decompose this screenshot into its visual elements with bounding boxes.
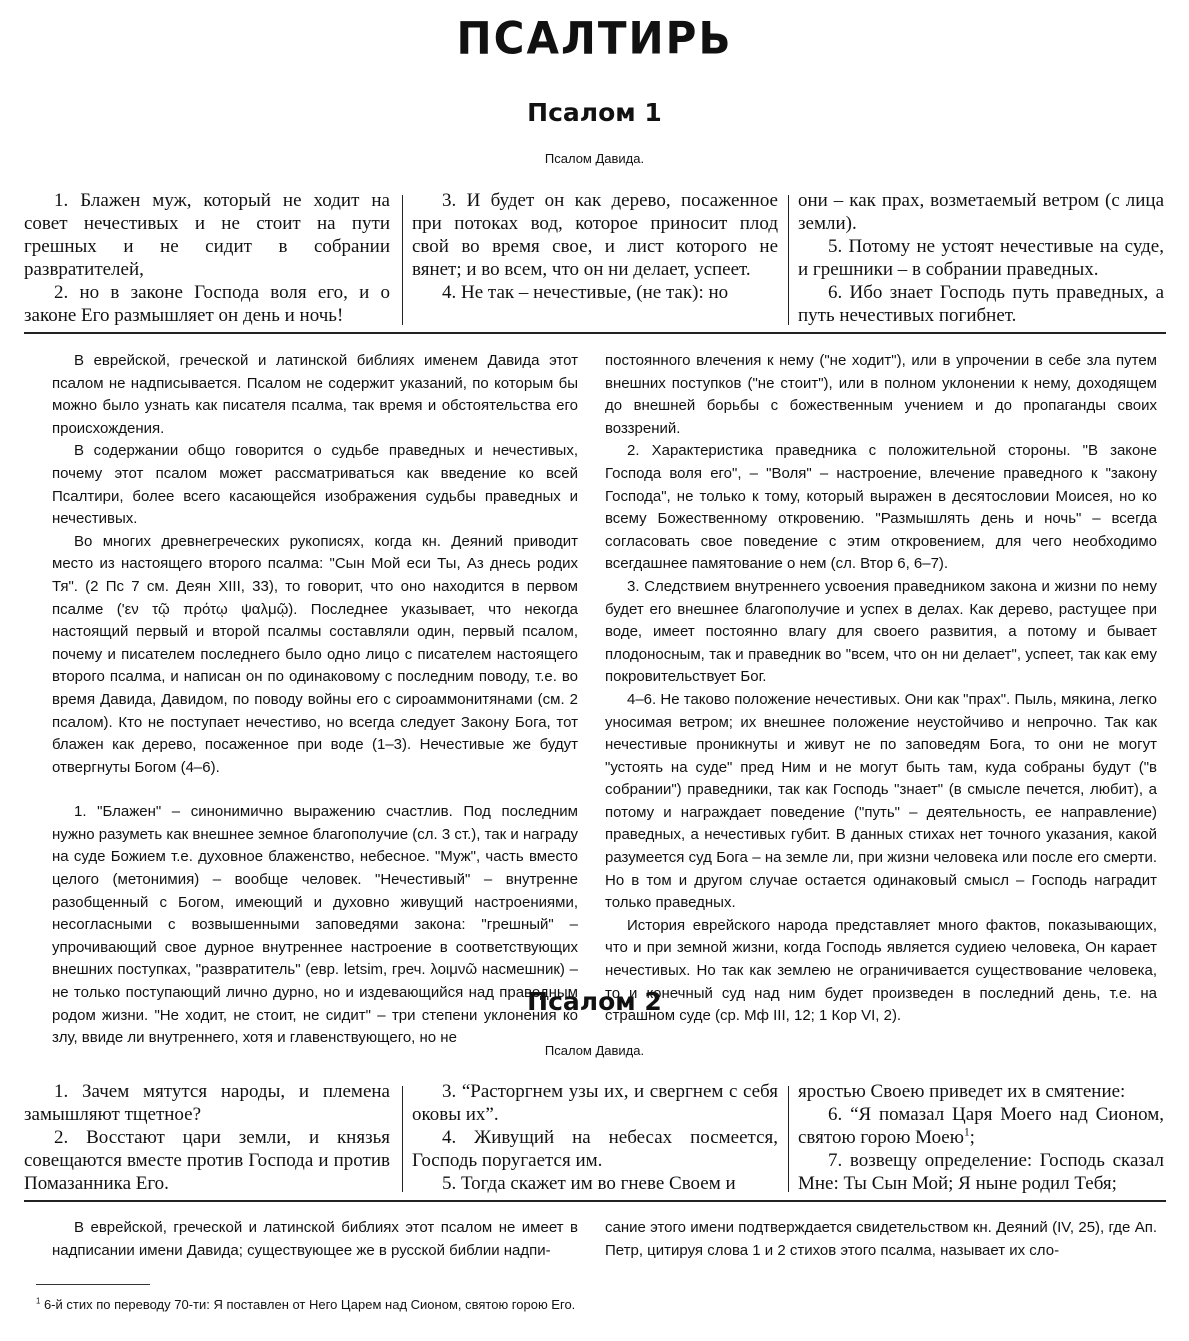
verse-column-3 xyxy=(798,189,1164,327)
commentary-paragraph: 1. "Блажен" – синонимично выражению счастлив. Под последним нужно разуметь как внешнее земное благополучие (сл. 3 ст.), так и награду на суде Божием т.е. духовное блаженство, небесное. "Муж", часть вместо целого (метонимия) – вообще человек. "Нечестивый" – внутренне разобщенный с Богом, имеющий и духовно живущий настроениями, несогласными с возвышенными заповедями закона: "грешный" – упрочивающий свое дурное внутреннее настроение в соответствующих внешних поступках, "развратитель" (евр. letsim, греч. λοιμνῶ насмешник) – не только поступающий лично дурно, но и издевающийся над праведным родом жизни. "Не ходит, не стоит, не сидит" – три степени уклонения ко злу, ввиде ли внутреннего, хотя и главенствующего, но не xyxy=(52,803,578,1047)
verse-paragraph: 7. возвещу определение: Господь сказал Мне: Ты Сын Мой; Я ныне родил Тебя; xyxy=(798,1150,1164,1194)
verse-paragraph: яростью Своею приведет их в смятение: xyxy=(798,1081,1126,1102)
psalm-1-superscription: Псалом Давида. xyxy=(544,151,645,166)
verse-text-tail: ; xyxy=(969,1127,975,1148)
section-rule xyxy=(24,1200,1166,1202)
verse-paragraph: 2. но в законе Господа воля его, и о законе Его размышляет он день и ночь! xyxy=(24,282,390,326)
psalm-2-heading: Псалом 2 xyxy=(527,987,662,1016)
footnote-marker: 1 xyxy=(963,1126,970,1139)
verse-column-2 xyxy=(412,1080,778,1195)
verse-paragraph: 4. Живущий на небесах посмеется, Господь поругается им. xyxy=(412,1127,778,1171)
psalm-1-verses xyxy=(24,189,1166,331)
verse-column-1 xyxy=(24,1080,390,1195)
verse-column-2 xyxy=(412,189,778,304)
psalm-1-commentary-left xyxy=(52,350,578,1050)
verse-paragraph: 1. Блажен муж, который не ходит на совет нечестивых и не стоит на пути грешных и не сидит в собрании развратителей, xyxy=(24,190,390,280)
verse-paragraph: 6. Ибо знает Господь путь праведных, а путь нечестивых погибнет. xyxy=(798,282,1164,326)
verse-paragraph: 2. Восстают цари земли, и князья совещаются вместе против Господа и против Помазанника Его. xyxy=(24,1127,390,1194)
section-rule xyxy=(24,332,1166,334)
commentary-paragraph: Во многих древнегреческих рукописях, когда кн. Деяний приводит место из настоящего второго псалма: "Сын Мой еси Ты, Аз днесь родих Тя". (2 Пс 7 см. Деян XIII, 33), то говорит, что оно находится в первом псалме ('εν τῷ πρότῳ ψαλμῷ). Последнее указывает, что некогда настоящий первый и второй псалмы составляли один, первый псалом, почему и писателем последнего было одно лицо с писателем настоящего второго псалма, и написан он по одинаковому с последним поводу, т.е. во время Давида, Давидом, по поводу войны его с сироаммонитянами (см. 2 псалом). Кто не поступает нечестиво, но всегда следует Закону Бога, тот блажен как дерево, посаженное при воде (1–3). Нечестивые же будут отвергнуты Богом (4–6). xyxy=(52,532,578,776)
verse-text: 6. “Я помазал Царя Моего над Сионом, святою горою Моею xyxy=(798,1104,1164,1148)
psalm-1-commentary-right xyxy=(605,350,1157,1028)
footnote-text: 6-й стих по переводу 70-ти: Я поставлен от Него Царем над Сионом, святою горою Его. xyxy=(40,1297,576,1312)
commentary-paragraph: 4–6. Не таково положение нечестивых. Они как "прах". Пыль, мякина, легко уносимая ветром; их внешнее положение неустойчиво и непрочно. Так как нечестивые проникнуты и живут не по заповедям Бога, то они не могут "устоять на суде" пред Ним и не могут быть там, куда собраны будут ("в собрании") праведники, так как Господь "знает" (в смысле печется, любит), а потому и награждает поведение ("путь" – деятельность, ее направление) праведных, а нечестивых губит. В данных стихах нет точного указания, какой разумеется суд Бога – на земле ли, при жизни человека или после его смерти. Но в том и другом случае остается одинаковый смысл – Господь наградит только праведных. xyxy=(605,690,1157,912)
verse-paragraph: 4. Не так – нечестивые, (не так): но xyxy=(442,282,729,303)
verse-column-3 xyxy=(798,1080,1164,1195)
commentary-paragraph: постоянного влечения к нему ("не ходит"), или в упрочении в себе зла путем внешних поступков ("не стоит"), или в полном уклонении к нему, доходящем до внешней борьбы с божественным учением и до пропаганды своих воззрений. xyxy=(605,352,1157,437)
psalm-2-superscription: Псалом Давида. xyxy=(544,1043,645,1058)
commentary-paragraph: 2. Характеристика праведника с положительной стороны. "В законе Господа воля его", – "Воля" – настроение, влечение праведного к "закону Господа", не только к тому, который выражен в десятословии Моисея, но ко всему Божественному откровению. "Размышлять день и ночь" – всегда согласовать свое поведение с этим откровением, для чего необходимо всегдашнее памятование о нем (сл. Втор 6, 6–7). xyxy=(605,442,1157,573)
commentary-paragraph: В еврейской, греческой и латинской библиях этот псалом не имеет в надписании имени Давида; существующее же в русской библии надпи- xyxy=(52,1219,578,1259)
column-divider xyxy=(788,1086,789,1192)
verse-column-1 xyxy=(24,189,390,327)
book-title: ПСАЛТИРЬ xyxy=(456,12,733,65)
verse-paragraph: 3. “Расторгнем узы их, и свергнем с себя оковы их”. xyxy=(412,1081,778,1125)
column-divider xyxy=(788,195,789,325)
commentary-paragraph: В еврейской, греческой и латинской библиях именем Давида этот псалом не надписывается. Псалом не содержит указаний, по которым бы можно было узнать как писателя псалма, так время и обстоятельства его происхождения. xyxy=(52,352,578,437)
psalm-2-commentary-left xyxy=(52,1217,578,1262)
commentary-paragraph: В содержании общо говорится о судьбе праведных и нечестивых, почему этот псалом может рассматриваться как введение ко всей Псалтири, более всего касающейся изображения судьбы праведных и нечестивых. xyxy=(52,442,578,528)
column-divider xyxy=(402,1086,403,1192)
commentary-paragraph: сание этого имени подтверждается свидетельством кн. Деяний (IV, 25), где Ап. Петр, цитируя слова 1 и 2 стихов этого псалма, называет их сло- xyxy=(605,1219,1157,1259)
verse-paragraph xyxy=(798,1103,1164,1149)
psalm-2-commentary-right xyxy=(605,1217,1157,1262)
verse-paragraph: 5. Тогда скажет им во гневе Своем и xyxy=(442,1173,736,1194)
column-divider xyxy=(402,195,403,325)
verse-paragraph: 1. Зачем мятутся народы, и племена замышляют тщетное? xyxy=(24,1081,390,1125)
footnote-number: 1 xyxy=(36,1296,41,1306)
footnote-rule xyxy=(36,1284,150,1285)
verse-paragraph: 3. И будет он как дерево, посаженное при потоках вод, которое приносит плод свой во время свое, и лист которого не вянет; и во всем, что он ни делает, успеет. xyxy=(412,190,778,280)
psalm-2-verses xyxy=(24,1080,1166,1198)
psalm-1-heading: Псалом 1 xyxy=(527,98,662,127)
footnote xyxy=(36,1296,1156,1314)
verse-paragraph: они – как прах, возметаемый ветром (с лица земли). xyxy=(798,190,1164,234)
commentary-paragraph: 3. Следствием внутреннего усвоения праведником закона и жизни по нему будет его внешнее благополучие и успех в делах. Как дерево, растущее при воде, имеет постоянно влагу для своего развития, а потому и бывает плодоносным, так и праведник во "всем, что он ни делает", успеет, так как ему покровительствует Бог. xyxy=(605,577,1157,686)
commentary-paragraph: История еврейского народа представляет много фактов, показывающих, что и при земной жизни, когда Господь является судиею человека, Он карает нечестивых. Но так как землею не ограничивается существование человека, то и конечный суд над ним будет произведен в последний день, т.е. на страшном суде (ср. Мф III, 12; 1 Кор VI, 2). xyxy=(605,916,1157,1025)
verse-paragraph: 5. Потому не устоят нечестивые на суде, и грешники – в собрании праведных. xyxy=(798,236,1164,280)
